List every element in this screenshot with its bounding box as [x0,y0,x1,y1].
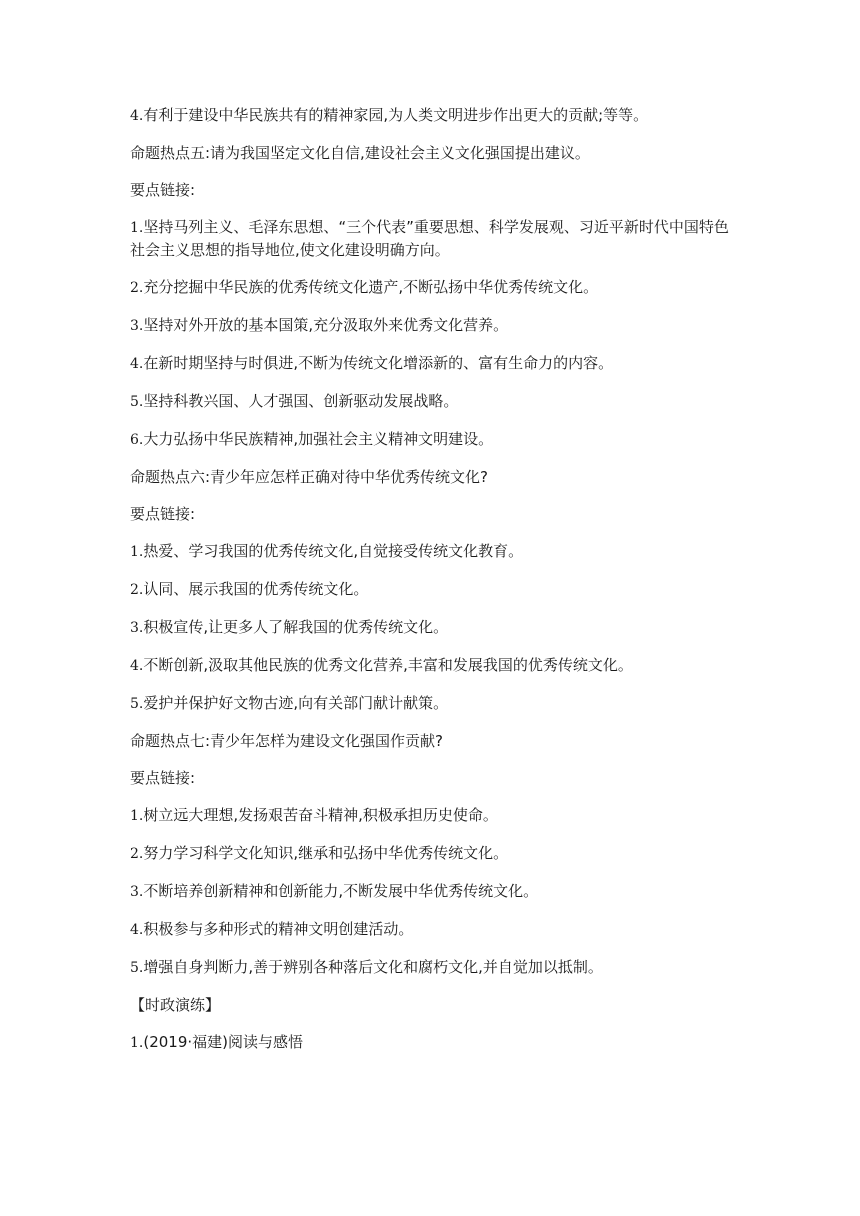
paragraph-text: 不断创新,汲取其他民族的优秀文化营养,丰富和发展我国的优秀传统文化。 [143,656,633,674]
item-number: 2. [130,846,144,862]
paragraph [130,1031,740,1054]
paragraph-text: 认同、展示我国的优秀传统文化。 [143,580,369,598]
paragraph [130,578,740,601]
paragraph [130,314,740,337]
paragraph-text: 热爱、学习我国的优秀传统文化,自觉接受传统文化教育。 [143,542,524,560]
paragraph-text: 坚持科教兴国、人才强国、创新驱动发展战略。 [143,392,459,410]
paragraph-text: 积极宣传,让更多人了解我国的优秀传统文化。 [143,618,449,636]
paragraph-text: 积极参与多种形式的精神文明创建活动。 [143,920,414,938]
item-number: 5. [130,394,144,410]
item-number: 4. [130,658,144,674]
hotspot-heading [130,142,740,164]
item-number: 1. [130,1035,144,1051]
paragraph [130,692,740,715]
item-number: 6. [130,432,144,448]
item-number: 4. [130,922,144,938]
item-number: 3. [130,318,144,334]
paragraph [130,276,740,299]
paragraph [130,804,740,827]
paragraph-text: 树立远大理想,发扬艰苦奋斗精神,积极承担历史使命。 [143,806,498,824]
section-label [130,179,740,201]
paragraph-text: 【时政演练】 [130,996,221,1014]
item-number: 5. [130,696,144,712]
paragraph-text: 增强自身判断力,善于辨别各种落后文化和腐朽文化,并自觉加以抵制。 [143,958,603,976]
item-number: 1. [130,544,144,560]
item-number: 5. [130,960,144,976]
paragraph-text: 要点链接: [130,181,196,199]
paragraph-text: 要点链接: [130,769,196,787]
paragraph-text: 大力弘扬中华民族精神,加强社会主义精神文明建设。 [143,430,494,448]
item-number: 2. [130,280,144,296]
paragraph-text: 坚持马列主义、毛泽东思想、“三个代表”重要思想、科学发展观、习近平新时代中国特色社会主义思想的指导地位,使文化建设明确方向。 [130,218,729,259]
paragraph [130,540,740,563]
paragraph-text: 爱护并保护好文物古迹,向有关部门献计献策。 [143,694,449,712]
document-page [130,104,740,1069]
item-number: 1. [130,220,144,236]
paragraph-text: 命题热点六:青少年应怎样正确对待中华优秀传统文化? [130,468,489,486]
item-number: 3. [130,884,144,900]
paragraph-text: 坚持对外开放的基本国策,充分汲取外来优秀文化营养。 [143,316,509,334]
hotspot-heading [130,466,740,488]
paragraph [130,104,740,127]
paragraph-text: 在新时期坚持与时俱进,不断为传统文化增添新的、富有生命力的内容。 [143,354,614,372]
item-number: 2. [130,582,144,598]
paragraph [130,352,740,375]
paragraph [130,216,740,261]
item-number: 4. [130,108,144,124]
paragraph [130,842,740,865]
paragraph-text: 不断培养创新精神和创新能力,不断发展中华优秀传统文化。 [143,882,539,900]
paragraph [130,390,740,413]
paragraph-text: 有利于建设中华民族共有的精神家园,为人类文明进步作出更大的贡献;等等。 [143,106,649,124]
item-number: 1. [130,808,144,824]
paragraph [130,956,740,979]
section-label [130,503,740,525]
paragraph [130,918,740,941]
paragraph-text: 努力学习科学文化知识,继承和弘扬中华优秀传统文化。 [143,844,509,862]
item-number: 4. [130,356,144,372]
paragraph [130,616,740,639]
paragraph-text: 要点链接: [130,505,196,523]
paragraph [130,880,740,903]
paragraph-text: 命题热点五:请为我国坚定文化自信,建设社会主义文化强国提出建议。 [130,144,590,162]
item-number: 3. [130,620,144,636]
paragraph [130,654,740,677]
section-heading [130,994,740,1016]
hotspot-heading [130,730,740,752]
paragraph-text: 充分挖掘中华民族的优秀传统文化遗产,不断弘扬中华优秀传统文化。 [143,278,599,296]
paragraph [130,428,740,451]
paragraph-text: (2019·福建)阅读与感悟 [143,1033,304,1051]
paragraph-text: 命题热点七:青少年怎样为建设文化强国作贡献? [130,732,444,750]
section-label [130,767,740,789]
